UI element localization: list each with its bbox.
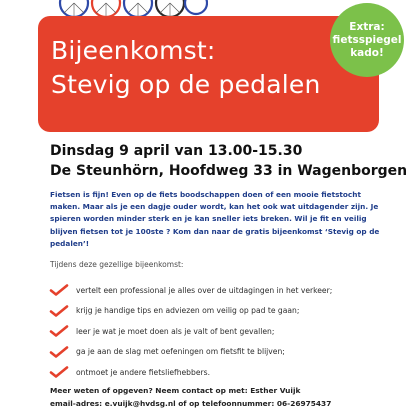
checkmark-icon [49,366,69,378]
checkmark-icon [49,346,69,358]
benefit-item [49,362,332,383]
benefits-lead: Tijdens deze gezellige bijeenkomst: [50,260,184,269]
event-location: De Steunhörn, Hoofdweg 33 in Wagenborgen [50,163,408,179]
benefit-item [49,342,332,363]
badge-line-3: kado! [350,46,384,59]
intro-paragraph: Fietsen is fijn! Even op de fiets boodschappen doen of een mooie fietstocht maken. Maar als je een dagje ouder wordt, kan het ook wat uitdagender zijn. Je spieren worden minder sterk en je kan sneller iets breken. Wil je fit en veilig blijven fietsen tot je 100ste ? Kom dan naar de gratis bijeenkomst ‘Stevig op de pedalen’! [50,190,380,248]
title-line-2: Stevig op de pedalen [51,70,321,99]
benefit-text: leer je wat je moet doen als je valt of bent gevallen; [76,326,275,336]
benefit-text: krijg je handige tips en adviezen om veilig op pad te gaan; [76,306,300,316]
benefit-item [49,280,332,301]
checkmark-icon [49,284,69,296]
contact-cta: Meer weten of opgeven? Neem contact op met: Esther Vuijk [50,386,301,395]
title-banner [38,16,379,132]
benefit-text: vertelt een professional je alles over de uitdagingen in het verkeer; [76,285,333,295]
benefit-text: ga je aan de slag met oefeningen om fietsfit te blijven; [76,347,285,357]
title-line-1: Bijeenkomst: [51,36,216,65]
badge-line-1: Extra: [349,20,385,33]
event-date-time: Dinsdag 9 april van 13.00-15.30 [50,143,303,159]
gift-badge [330,3,404,77]
benefits-list [49,280,332,383]
checkmark-icon [49,305,69,317]
benefit-text: ontmoet je andere fietsliefhebbers. [76,367,210,377]
badge-line-2: fietsspiegel [332,33,402,46]
checkmark-icon [49,325,69,337]
benefit-item [49,321,332,342]
contact-details: email-adres: e.vuijk@hvdsg.nl of op telefoonnummer: 06-26975437 [50,399,332,408]
benefit-item [49,301,332,322]
